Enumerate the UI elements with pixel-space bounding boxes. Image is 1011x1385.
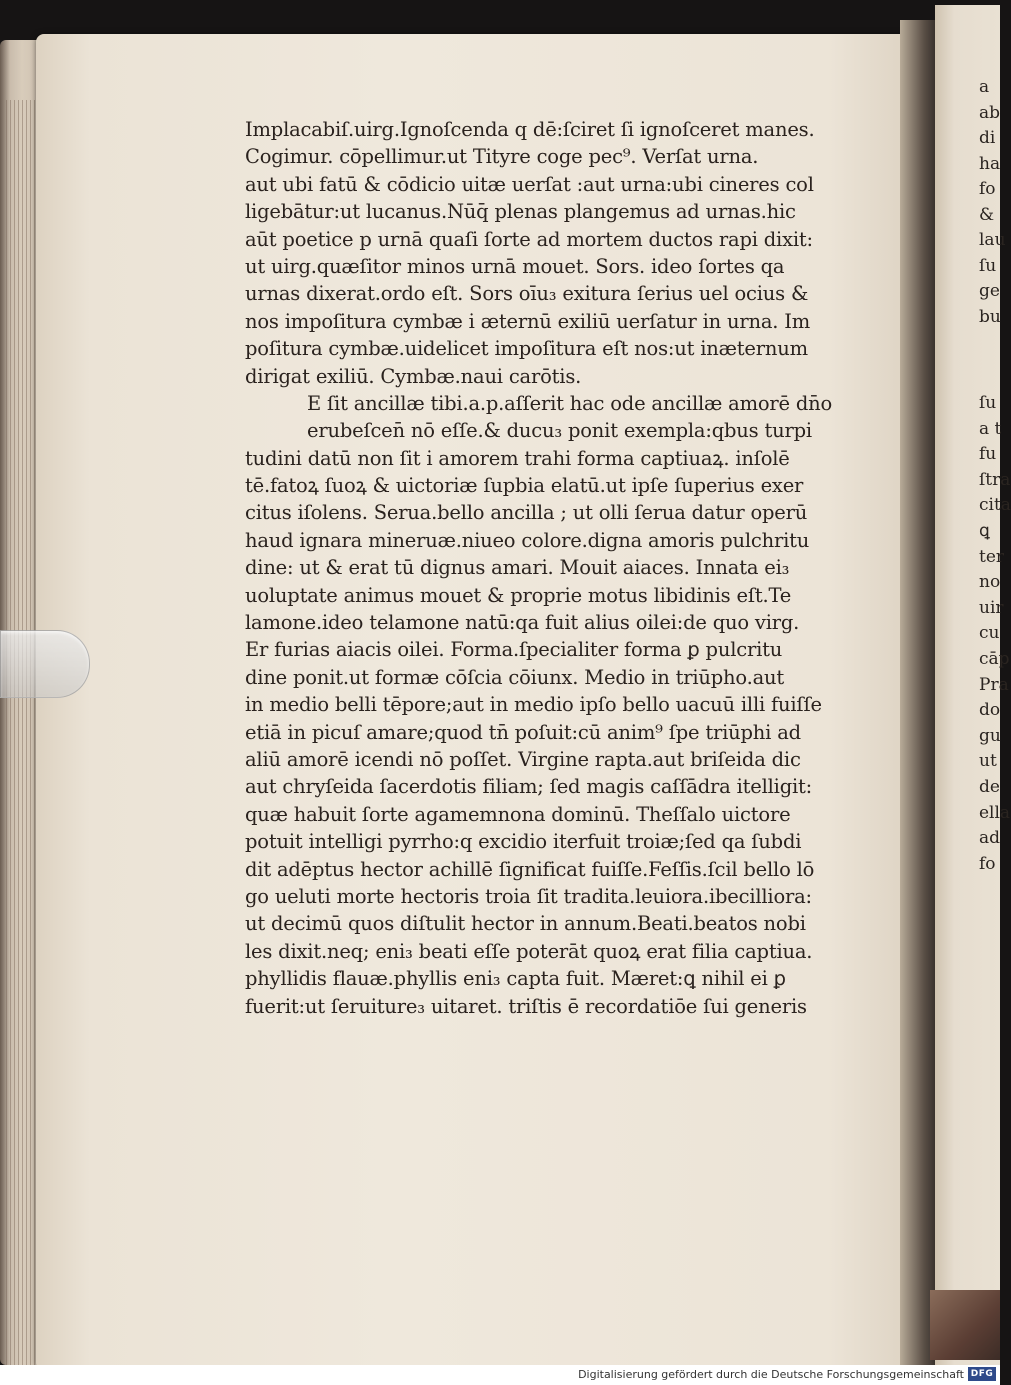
text-line: les dixit.neq; eni₃ beati eſſe poterāt quoꝝ erat filia captiua.: [245, 939, 813, 963]
text-line: nos impoſitura cymbæ i æternū exiliū uerſatur in urna. Im: [245, 309, 811, 333]
text-line: dirigat exiliū. Cymbæ.naui carōtis.: [245, 364, 582, 388]
facing-line: ter: [979, 546, 1005, 567]
text-line: uoluptate animus mouet & proprie motus libidinis eſt.Te: [245, 583, 792, 607]
text-line: E ſit ancillæ tibi.a.p.aſſerit hac ode ancillæ amorē dn̄o: [307, 391, 833, 415]
facing-page: [935, 5, 1011, 1365]
facing-line: ꝗ: [979, 520, 990, 541]
text-line: aūt poetice p urnā quaſi ſorte ad mortem ductos rapi dixit:: [245, 227, 813, 251]
facing-page-text-top: [979, 75, 1006, 330]
text-line: etiā in picuſ amare;quod tn̄ poſuit:cū anim⁹ ſpe triūphi ad: [245, 720, 801, 744]
text-line: ligebātur:ut lucanus.Nūq̄ plenas plangemus ad urnas.hic: [245, 200, 796, 224]
dfg-logo[interactable]: DFG: [968, 1367, 996, 1381]
facing-line: a: [979, 77, 990, 97]
facing-line: di: [979, 128, 996, 148]
text-line: dine: ut & erat tū dignus amari. Mouit aiaces. Innata ei₃: [245, 556, 790, 580]
facing-line: uir: [979, 597, 1004, 618]
facing-line: ha: [979, 153, 1001, 174]
text-line: in medio belli tēpore;aut in medio ipſo bello uacuū illi fuiſſe: [245, 693, 822, 717]
facing-line: ella: [979, 802, 1011, 823]
text-line: erubeſcen̄ nō eſſe.& ducu₃ ponit exempla:qbus turpi: [307, 419, 812, 443]
facing-line: ab: [979, 102, 1001, 123]
text-line: Cogimur. cōpellimur.ut Tityre coge pec⁹. Verſat urna.: [245, 145, 759, 169]
text-line: ut uirg.quæſitor minos urnā mouet. Sors. ideo ſortes qa: [245, 254, 785, 278]
text-line: haud ignara mineruæ.niueo colore.digna amoris pulchritu: [245, 528, 810, 552]
facing-line: cu: [979, 623, 1000, 644]
facing-line: &: [979, 204, 995, 225]
text-line: dine ponit.ut formæ cōſcia cōiunx. Medio in triūpho.aut: [245, 665, 784, 689]
facing-line: do: [979, 700, 1001, 721]
text-line: fuerit:ut ſeruiture₃ uitaret. triſtis ē recordatiōe ſui generis: [245, 994, 807, 1018]
text-line: aut chryſeida ſacerdotis filiam; ſed magis caſſādra itelligit:: [245, 775, 813, 799]
facing-line: no: [979, 572, 1001, 593]
text-line: Er furias aiacis oilei. Forma.ſpecialiter forma ꝑ pulcritu: [245, 638, 783, 662]
text-line: tē.fatoꝝ ſuoꝝ & uictoriæ ſupbia elatū.ut ipſe ſuperius exer: [245, 474, 804, 498]
facing-line: ge: [979, 281, 1000, 301]
facing-line: ſtra: [979, 469, 1011, 490]
facing-line: fo: [979, 853, 996, 874]
bookmark-clip: [0, 630, 90, 698]
text-line: poſitura cymbæ.uidelicet impoſitura eſt nos:ut inæternum: [245, 337, 808, 361]
text-line: aut ubi fatū & cōdicio uitæ uerſat :aut urna:ubi cineres col: [245, 172, 814, 196]
text-line: quæ habuit ſorte agamemnona dominū. Theſſalo uictore: [245, 802, 791, 826]
facing-line: fo: [979, 179, 996, 199]
facing-page-text-bottom: [979, 391, 1011, 877]
text-line: citus iſolens. Serua.bello ancilla ; ut olli ſerua datur operū: [245, 501, 808, 525]
text-line: potuit intelligi pyrrho:q excidio iterfuit troiæ;ſed qa ſubdi: [245, 830, 802, 854]
text-line: dit adēptus hector achillē ſignificat fuiſſe.Feſſis.ſcil bello lō: [245, 857, 815, 881]
text-line: ut decimū quos diſtulit hector in annum.Beati.beatos nobi: [245, 912, 806, 936]
text-line: phyllidis flauæ.phyllis eni₃ capta fuit. Mæret:ꝗ nihil ei ꝑ: [245, 967, 786, 991]
facing-line: cāp: [979, 648, 1010, 669]
cover-edge: [930, 1290, 1000, 1360]
text-line: aliū amorē icendi nō poſſet. Virgine rapta.aut briſeida dic: [245, 747, 801, 771]
facing-line: Pra: [979, 674, 1009, 695]
gutter: [900, 20, 940, 1370]
facing-line: fu: [979, 444, 997, 465]
facing-line: cita: [979, 495, 1011, 516]
facing-line: lau: [979, 230, 1006, 250]
text-line: go ueluti morte hectoris troia ſit tradita.leuiora.ibecilliora:: [245, 884, 812, 908]
main-text-block: [245, 116, 833, 1020]
footer-credit: Digitalisierung gefördert durch die Deutsche Forschungsgemeinschaft: [578, 1368, 964, 1381]
text-line: lamone.ideo telamone natū:qa fuit alius oilei:de quo virg.: [245, 611, 800, 635]
facing-line: bu: [979, 306, 1001, 327]
facing-line: gu: [979, 725, 1001, 746]
facing-line: ut: [979, 751, 997, 772]
facing-line: de: [979, 776, 1000, 797]
facing-line: ad: [979, 828, 1001, 849]
text-line: urnas dixerat.ordo eſt. Sors oīu₃ exitura ſerius uel ocius &: [245, 282, 809, 306]
facing-line: a t: [979, 418, 1002, 439]
facing-line: ſu: [979, 255, 997, 276]
facing-line: ſu: [979, 393, 997, 413]
text-line: tudini datū non ſit i amorem trahi forma captiuaꝝ. inſolē: [245, 446, 790, 470]
text-line: Implacabiſ.uirg.Ignoſcenda q dē:ſciret ſi ignoſceret manes.: [245, 118, 815, 141]
page-stack-edge: [0, 40, 40, 1365]
